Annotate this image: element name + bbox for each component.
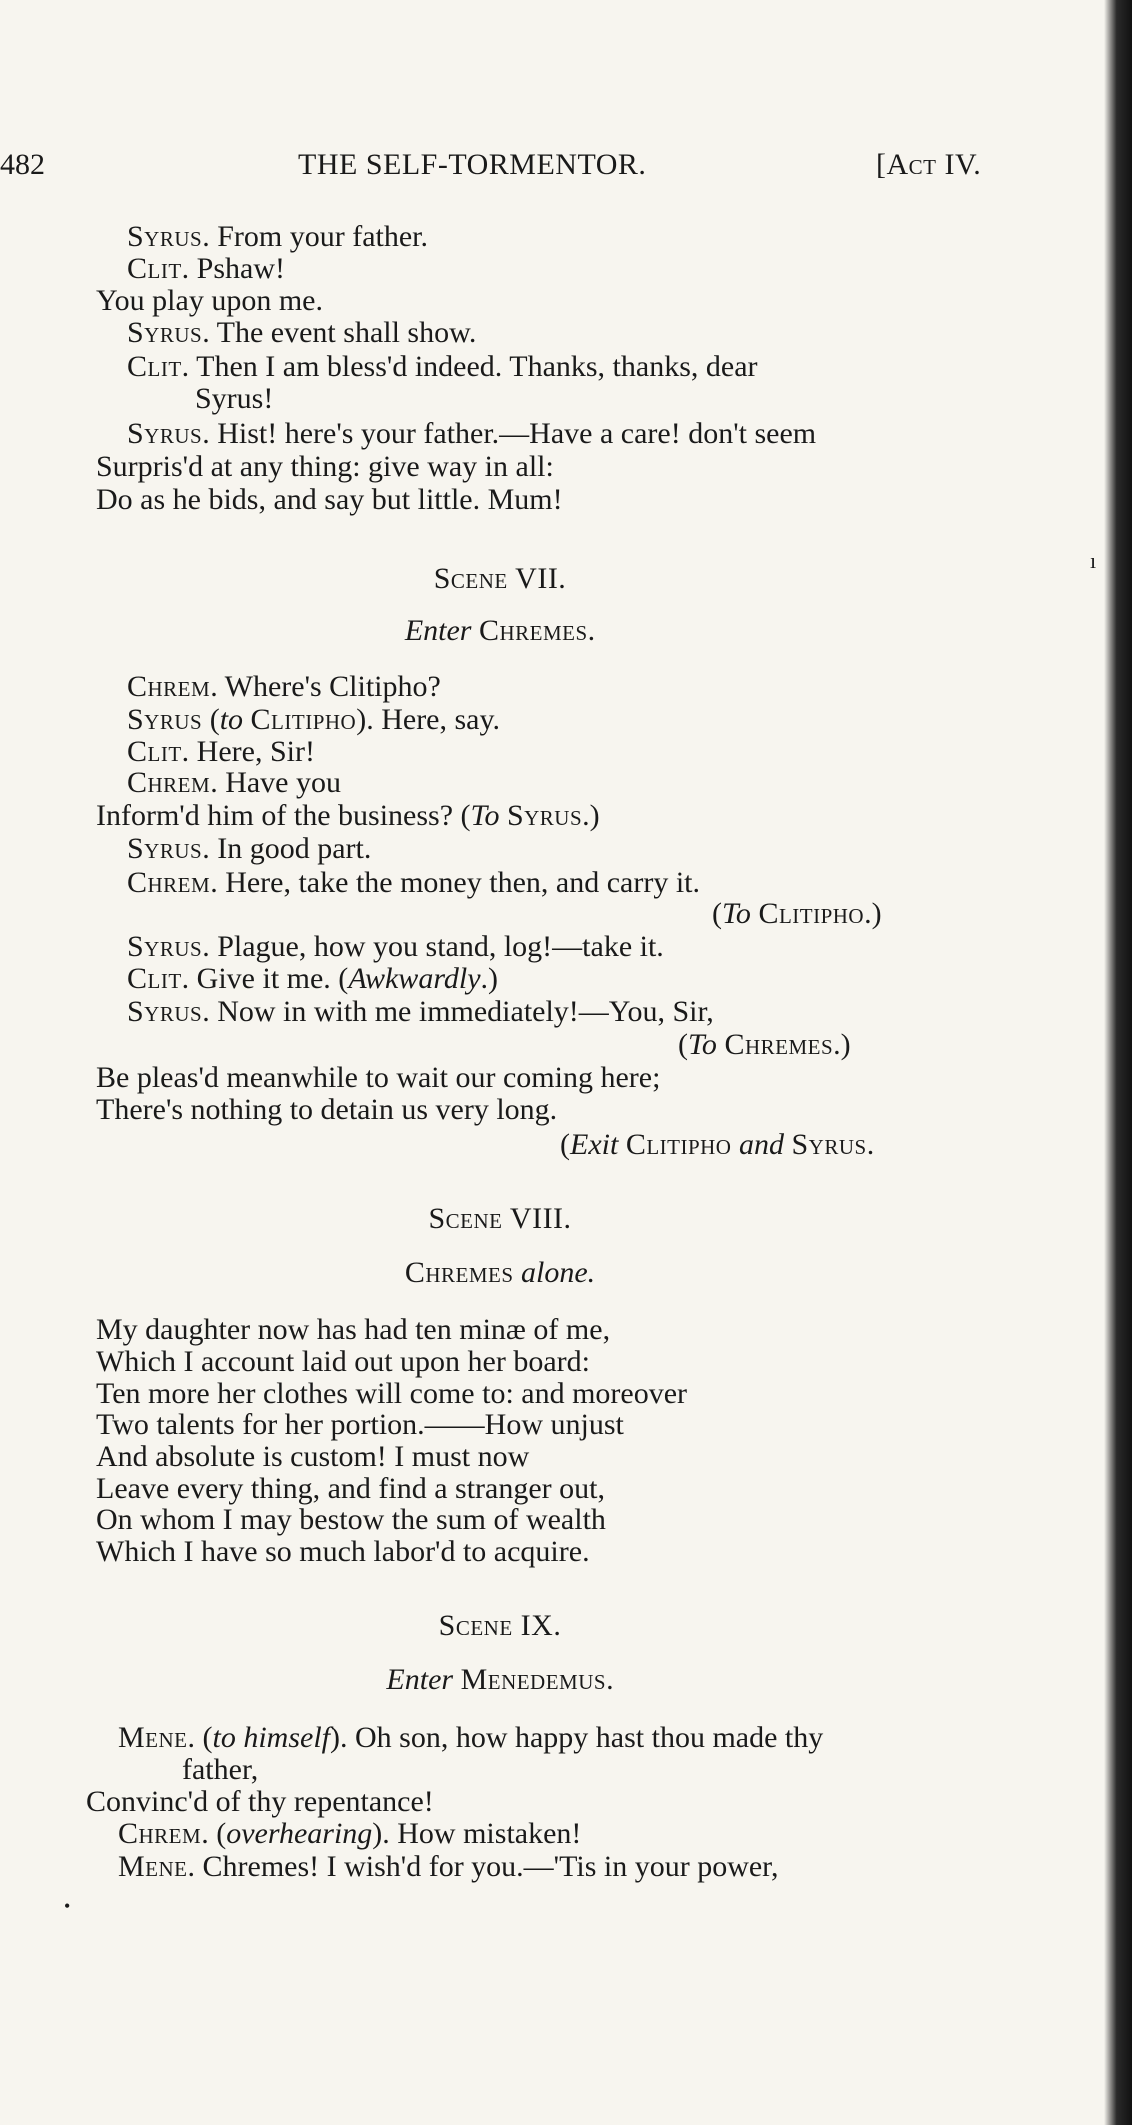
dialogue-line: Syrus. From your father.: [127, 220, 428, 253]
act-label: [Act IV.: [876, 148, 982, 181]
scene-vii-title: Scene VII.: [433, 562, 567, 595]
verse-line: Be pleas'd meanwhile to wait our coming here;: [96, 1061, 661, 1094]
verse-line: Two talents for her portion.——How unjust: [96, 1408, 624, 1441]
verse-line: Ten more her clothes will come to: and moreover: [96, 1377, 688, 1410]
verse-line: You play upon me.: [96, 284, 323, 317]
dialogue-line: Clit. Pshaw!: [127, 252, 286, 285]
dialogue-line: Mene. (to himself). Oh son, how happy hast thou made thy: [118, 1721, 824, 1754]
verse-line: Do as he bids, and say but little. Mum!: [96, 483, 563, 516]
dialogue-line: Syrus. The event shall show.: [127, 316, 477, 349]
verse-line: Convinc'd of thy repentance!: [86, 1785, 434, 1818]
dialogue-line: Syrus. In good part.: [127, 832, 372, 865]
dialogue-line: Clit. Give it me. (Awkwardly.): [127, 962, 499, 995]
verse-line: My daughter now has had ten minæ of me,: [96, 1313, 611, 1346]
dialogue-line: Syrus (to Clitipho). Here, say.: [127, 703, 501, 736]
verse-line: Which I have so much labor'd to acquire.: [96, 1535, 590, 1568]
verse-line: Inform'd him of the business? (To Syrus.): [96, 799, 600, 832]
stage-direction: (To Chremes.): [678, 1028, 851, 1061]
dialogue-line: Chrem. Where's Clitipho?: [127, 670, 441, 703]
running-title: THE SELF-TORMENTOR.: [298, 148, 647, 181]
dialogue-line: Syrus. Now in with me immediately!—You, Sir,: [127, 995, 714, 1028]
margin-mark: ı: [1090, 548, 1097, 573]
verse-line: Leave every thing, and find a stranger out,: [96, 1472, 605, 1505]
verse-line: Syrus!: [195, 382, 274, 415]
verse-line: Which I account laid out upon her board:: [96, 1345, 591, 1378]
scene-ix-title: Scene IX.: [438, 1609, 562, 1642]
margin-dot: •: [64, 1896, 71, 1916]
dialogue-line: Chrem. Have you: [127, 766, 341, 799]
scene-ix-entrance: Enter Menedemus.: [386, 1663, 614, 1696]
stage-direction: (To Clitipho.): [712, 897, 882, 930]
dialogue-line: Syrus. Plague, how you stand, log!—take it.: [127, 930, 664, 963]
scene-viii-entrance: Chremes alone.: [404, 1256, 596, 1289]
scene-viii-title: Scene VIII.: [428, 1202, 572, 1235]
verse-line: On whom I may bestow the sum of wealth: [96, 1503, 606, 1536]
page-edge-shadow: [1104, 0, 1132, 2125]
stage-direction-exit: (Exit Clitipho and Syrus.: [560, 1128, 875, 1161]
dialogue-line: Syrus. Hist! here's your father.—Have a care! don't seem: [127, 417, 817, 450]
verse-line: father,: [182, 1753, 259, 1786]
verse-line: Surpris'd at any thing: give way in all:: [96, 450, 554, 483]
dialogue-line: Chrem. Here, take the money then, and carry it.: [127, 866, 700, 899]
verse-line: There's nothing to detain us very long.: [96, 1093, 558, 1126]
dialogue-line: Mene. Chremes! I wish'd for you.—'Tis in your power,: [118, 1850, 779, 1883]
page-number: 482: [0, 148, 45, 181]
scene-vii-entrance: Enter Chremes.: [404, 614, 596, 647]
dialogue-line: Clit. Here, Sir!: [127, 735, 315, 768]
dialogue-line: Clit. Then I am bless'd indeed. Thanks, thanks, dear: [127, 350, 758, 383]
verse-line: And absolute is custom! I must now: [96, 1440, 530, 1473]
dialogue-line: Chrem. (overhearing). How mistaken!: [118, 1817, 582, 1850]
